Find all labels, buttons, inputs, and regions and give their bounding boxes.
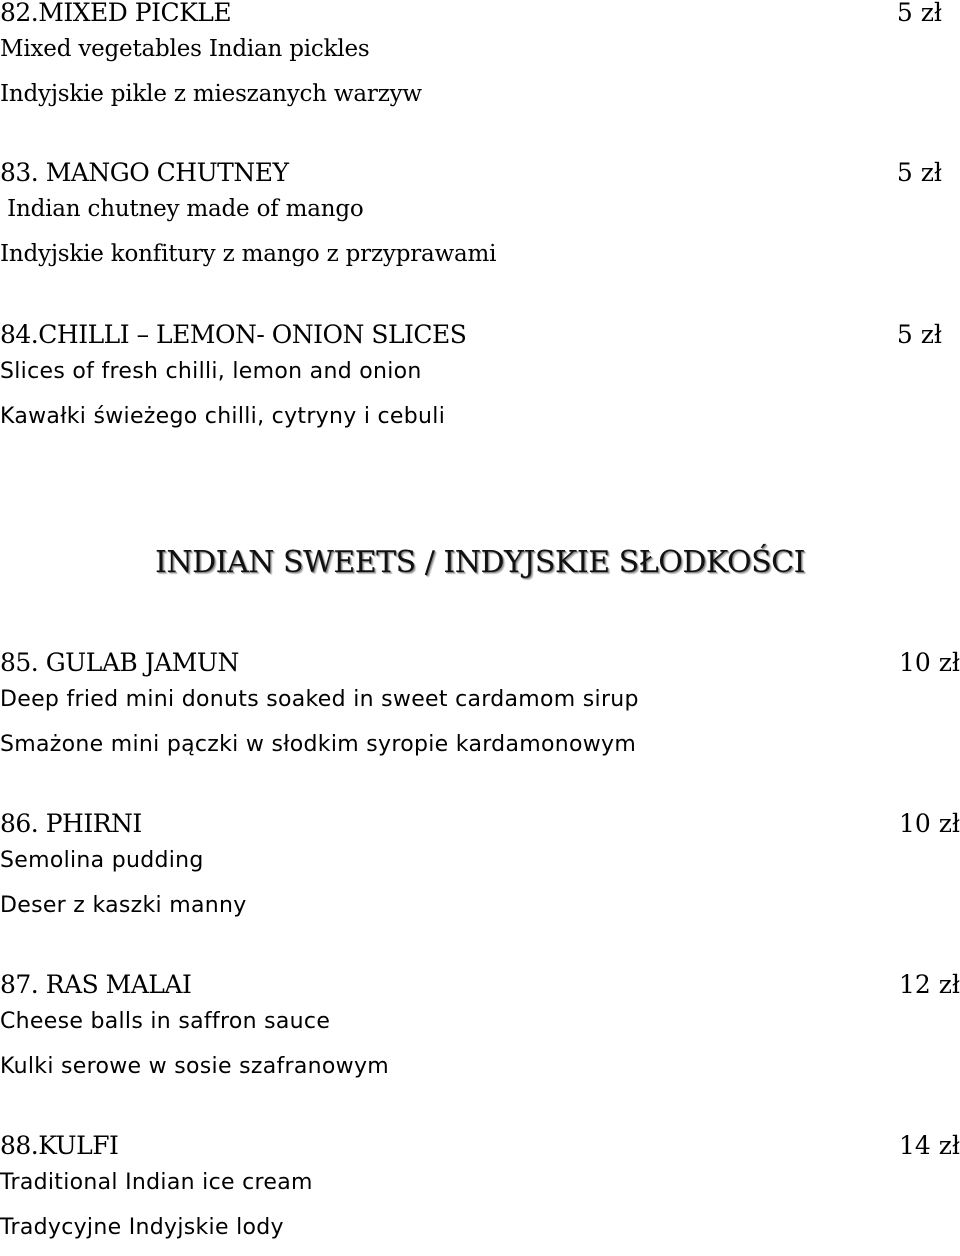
menu-item-description-pl: Indyjskie pikle z mieszanych warzyw — [0, 81, 422, 107]
menu-item-description-pl: Tradycyjne Indyjskie lody — [0, 1215, 284, 1240]
menu-item-price: 5 zł — [896, 320, 942, 349]
menu-item-header — [0, 1131, 960, 1160]
menu-item-description-en: Semolina pudding — [0, 848, 204, 873]
menu-item-header — [0, 320, 960, 349]
menu-item-description-en: Deep fried mini donuts soaked in sweet cardamom sirup — [0, 687, 639, 712]
menu-item-name: 85. GULAB JAMUN — [0, 648, 239, 677]
menu-item-header — [0, 809, 960, 838]
menu-item-name: 83. MANGO CHUTNEY — [0, 158, 289, 187]
menu-item-description-en: Mixed vegetables Indian pickles — [0, 36, 370, 62]
menu-item-price: 14 zł — [898, 1131, 960, 1160]
menu-item-83 — [0, 158, 960, 277]
menu-item-name: 88.KULFI — [0, 1131, 119, 1160]
menu-item-82 — [0, 0, 960, 117]
section-title: INDIAN SWEETS / INDYJSKIE SŁODKOŚCI — [155, 545, 805, 580]
menu-item-85 — [0, 648, 960, 767]
menu-item-name: 86. PHIRNI — [0, 809, 142, 838]
menu-item-description-en: Cheese balls in saffron sauce — [0, 1009, 331, 1034]
menu-item-84 — [0, 320, 960, 439]
menu-item-86 — [0, 809, 960, 928]
menu-item-name: 87. RAS MALAI — [0, 970, 192, 999]
menu-item-description-pl: Kulki serowe w sosie szafranowym — [0, 1054, 389, 1079]
menu-item-price: 5 zł — [896, 158, 942, 187]
menu-item-price: 12 zł — [898, 970, 960, 999]
menu-item-price: 10 zł — [898, 648, 960, 677]
menu-item-87 — [0, 970, 960, 1089]
menu-item-name: 84.CHILLI – LEMON- ONION SLICES — [0, 320, 467, 349]
menu-item-88 — [0, 1131, 960, 1250]
menu-item-price: 10 zł — [898, 809, 960, 838]
menu-item-description-pl: Kawałki świeżego chilli, cytryny i cebuli — [0, 404, 446, 429]
menu-item-price: 5 zł — [896, 0, 942, 27]
menu-item-name: 82.MIXED PICKLE — [0, 0, 232, 27]
menu-item-description-en: Traditional Indian ice cream — [0, 1170, 313, 1195]
menu-item-header — [0, 970, 960, 999]
menu-item-description-en: Slices of fresh chilli, lemon and onion — [0, 359, 422, 384]
menu-item-header — [0, 0, 960, 27]
menu-item-description-pl: Deser z kaszki manny — [0, 893, 247, 918]
menu-item-description-pl: Indyjskie konfitury z mango z przyprawami — [0, 241, 497, 267]
menu-item-header — [0, 158, 960, 187]
menu-item-description-en: Indian chutney made of mango — [0, 196, 364, 222]
menu-item-description-pl: Smażone mini pączki w słodkim syropie kardamonowym — [0, 732, 637, 757]
menu-item-header — [0, 648, 960, 677]
